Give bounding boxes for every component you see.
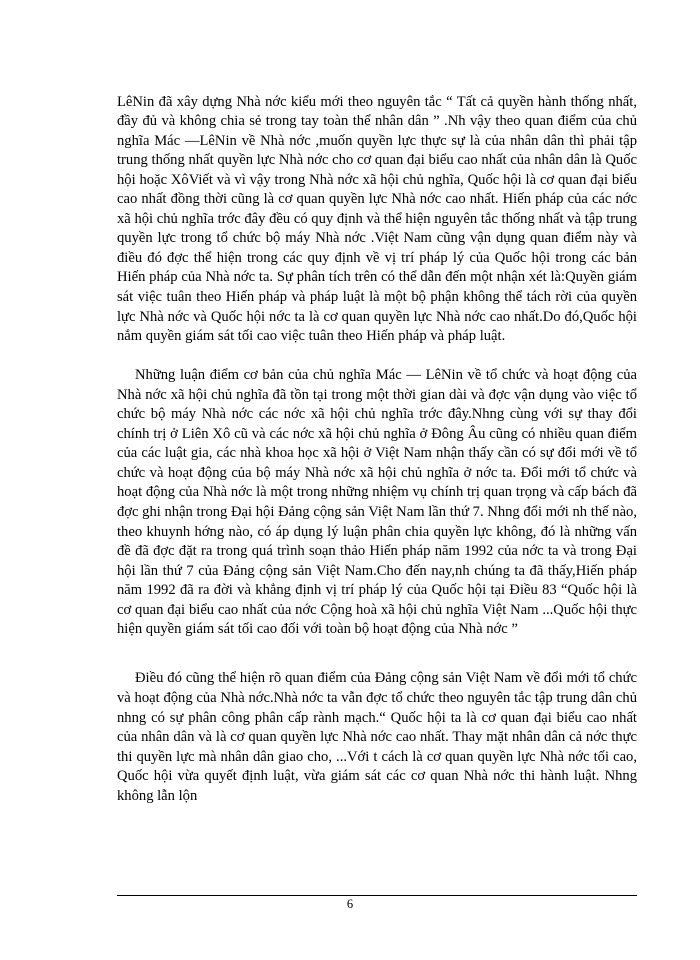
page-number: 6 (346, 897, 354, 911)
paragraph-2: Những luận điểm cơ bản của chủ nghĩa Mác — LêNin về tổ chức và hoạt động của Nhà nớc xã hội chủ nghĩa đã tồn tại trong một thời gian dài và đợc vận dụng vào việc tổ chức bộ máy Nhà nớc các nớc xã hội chủ nghĩa trớc đây.Nhng cùng với sự thay đổi chính trị ở Liên Xô cũ và các nớc xã hội chủ nghĩa ở Đông Âu cũng có nhiều quan điểm của các luật gia, các nhà khoa học xã hội ở Việt Nam nhận thấy cần có sự đổi mới về tổ chức và hoạt động của bộ máy Nhà nớc xã hội chủ nghĩa ở nớc ta. Đổi mới tổ chức và hoạt động của Nhà nớc là một trong những nhiệm vụ chính trị quan trọng và cấp bách đã đợc ghi nhận trong Đại hội Đảng cộng sản Việt Nam lần thứ 7. Nhng đổi mới nh thế nào, theo khuynh hớng nào, có áp dụng lý luận phân chia quyền lực không, đó là những vấn đề đã đợc đặt ra trong quá trình soạn thảo Hiến pháp năm 1992 của nớc ta và trong Đại hội lần thứ 7 của Đảng cộng sản Việt Nam.Cho đến nay,nh chúng ta đã thấy,Hiến pháp năm 1992 đã ra đời và khẳng định vị trí pháp lý của Quốc hội tại Điều 83 “Quốc hội là cơ quan đại biểu cao nhất của nớc Cộng hoà xã hội chủ nghĩa Việt Nam ...Quốc hội thực hiện quyền giám sát tối cao đối với toàn bộ hoạt động của Nhà nớc ” (117, 367, 637, 638)
paragraph-1: LêNin đã xây dựng Nhà nớc kiểu mới theo nguyên tắc “ Tất cả quyền hành thống nhất, đầy đủ và không chia sẻ trong tay toàn thể nhân dân ” .Nh vậy theo quan điểm của chủ nghĩa Mác —LêNin về Nhà nớc ,muốn quyền lực thực sự là của nhân dân thì phải tập trung thống nhất quyền lực Nhà nớc cho cơ quan đại biểu cao nhất của nhân dân là Quốc hội hoặc XôViết và vì vậy trong Nhà nớc xã hội chủ nghĩa, Quốc hội là cơ quan đại biểu cao nhất đồng thời cũng là cơ quan quyền lực Nhà nớc cao nhất. Hiến pháp của các nớc xã hội chủ nghĩa trớc đây đều có quy định và thể hiện nguyên tắc thống nhất và tập trung quyền lực trong tổ chức bộ máy Nhà nớc .Việt Nam cũng vận dụng quan điểm này và điều đó đợc thể hiện trong các quy định về vị trí pháp lý của Quốc hội trong các bản Hiến pháp của Nhà nớc ta. Sự phân tích trên có thể dẫn đến một nhận xét là:Quyền giám sát việc tuân theo Hiến pháp và pháp luật là một bộ phận không thể tách rời của quyền lực Nhà nớc và Quốc hội nớc ta là cơ quan quyền lực Nhà nớc cao nhất.Do đó,Quốc hội nắm quyền giám sát tối cao việc tuân theo Hiến pháp và pháp luật. (117, 93, 637, 345)
footer-divider (117, 895, 637, 896)
body-text (117, 73, 637, 826)
paragraph-3: Điều đó cũng thể hiện rõ quan điểm của Đảng cộng sản Việt Nam về đổi mới tổ chức và hoạt động của Nhà nớc.Nhà nớc ta vẫn đợc tổ chức theo nguyên tắc tập trung dân chủ nhng có sự phân công phân cấp rành mạch.“ Quốc hội ta là cơ quan đại biểu cao nhất của nhân dân và là cơ quan quyền lực Nhà nớc cao nhất. Thay mặt nhân dân cả nớc thực thi quyền lực mà nhân dân giao cho, ...Với t cách là cơ quan quyền lực Nhà nớc tối cao, Quốc hội vừa quyết định luật, vừa giám sát các cơ quan Nhà nớc thi hành luật. Nhng không lẫn lộn (117, 670, 637, 804)
